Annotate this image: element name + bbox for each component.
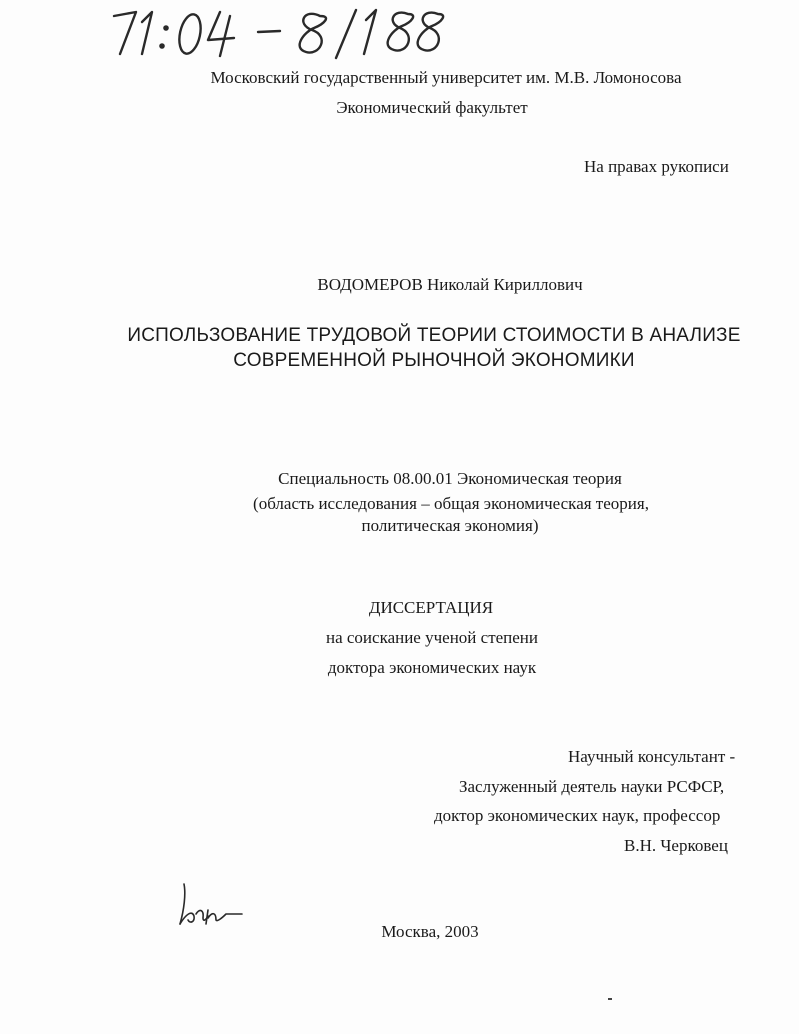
handwritten-signature <box>176 880 246 930</box>
dissertation-title-line-1: ИСПОЛЬЗОВАНИЕ ТРУДОВОЙ ТЕОРИИ СТОИМОСТИ В АНАЛИЗЕ <box>127 325 741 346</box>
university-name: Московский государственный университет им. М.В. Ломоносова <box>210 68 682 87</box>
dissertation-heading: ДИССЕРТАЦИЯ <box>368 598 494 617</box>
city-and-year: Москва, 2003 <box>381 922 479 941</box>
author-name: ВОДОМЕРОВ Николай Кириллович <box>317 275 583 294</box>
faculty-name: Экономический факультет <box>336 98 528 117</box>
consultant-label: Научный консультант - <box>568 747 736 766</box>
degree-line-2: доктора экономических наук <box>327 658 537 677</box>
rights-note: На правах рукописи <box>584 157 729 176</box>
scan-speck <box>608 998 612 1000</box>
handwritten-registry-number <box>108 2 448 60</box>
specialty-line-3: политическая экономия) <box>361 516 539 535</box>
dissertation-title-line-2: СОВРЕМЕННОЙ РЫНОЧНОЙ ЭКОНОМИКИ <box>233 350 635 371</box>
consultant-title-1: Заслуженный деятель науки РСФСР, <box>459 777 725 796</box>
consultant-title-2: доктор экономических наук, профессор <box>434 806 721 825</box>
specialty-line-1: Специальность 08.00.01 Экономическая теория <box>278 469 622 488</box>
degree-line-1: на соискание ученой степени <box>325 628 539 647</box>
consultant-name: В.Н. Черковец <box>624 836 728 855</box>
specialty-line-2: (область исследования – общая экономическая теория, <box>253 494 649 513</box>
